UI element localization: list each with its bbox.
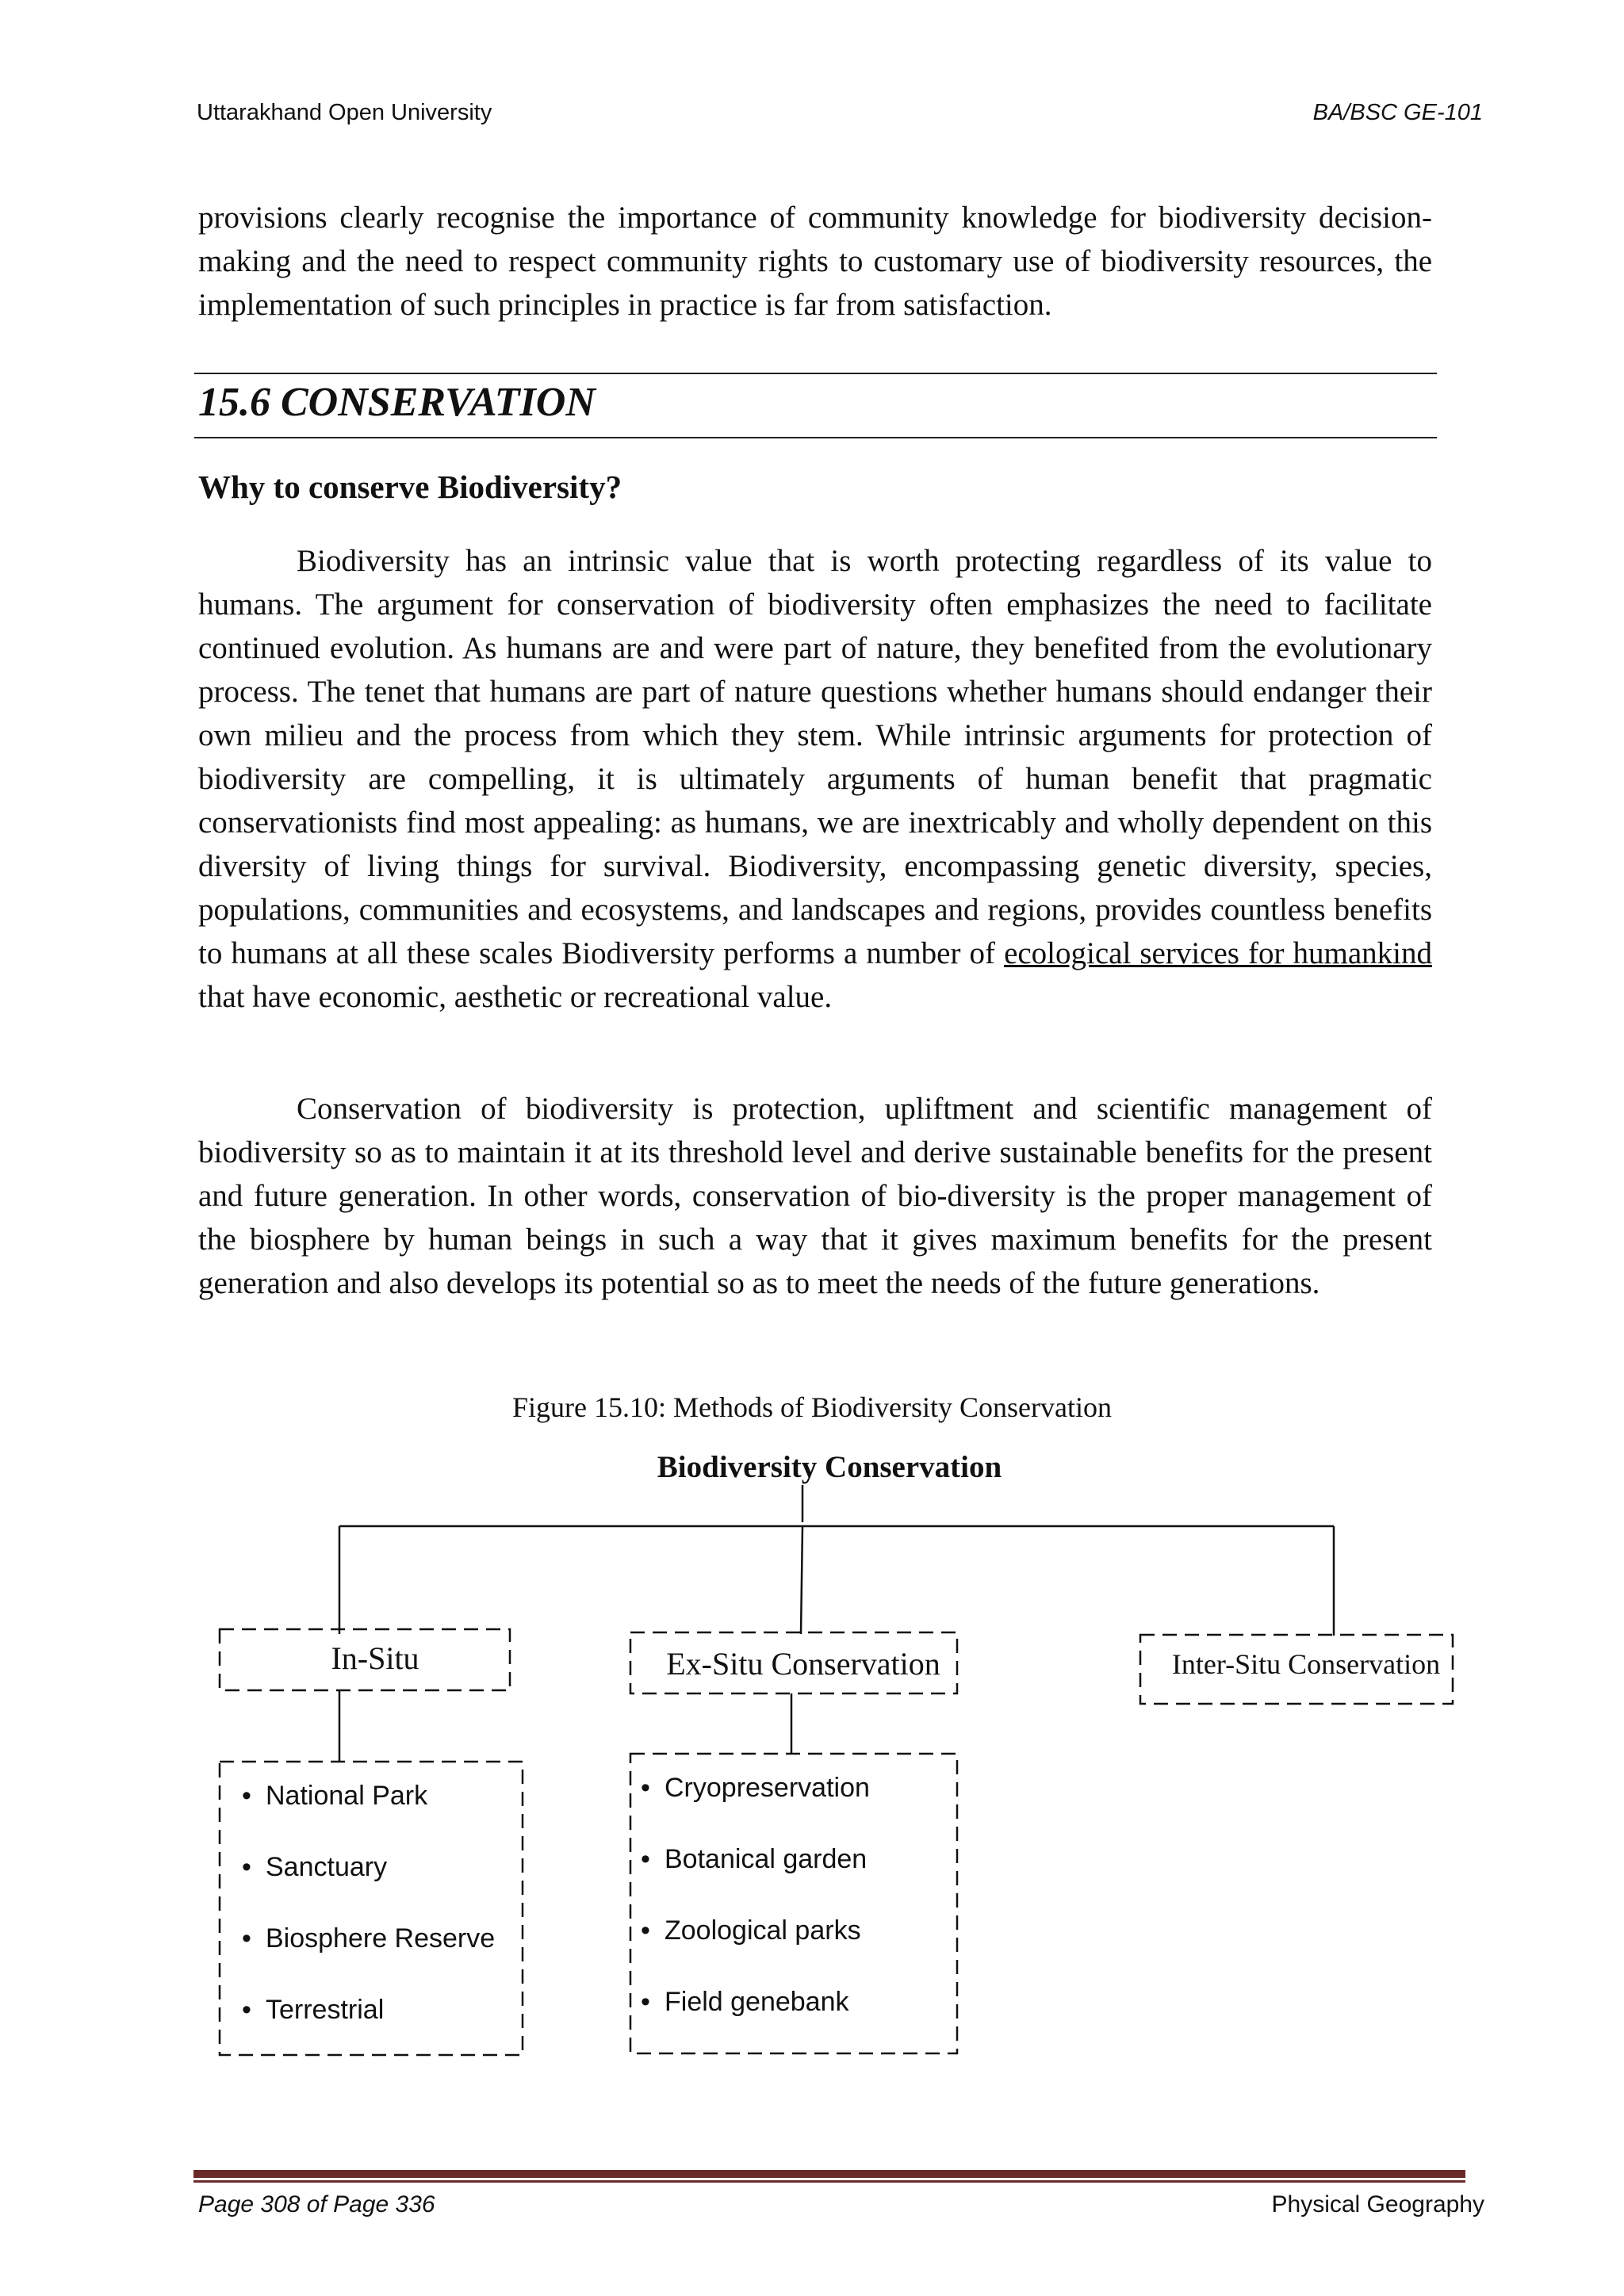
insitu-list-box xyxy=(220,1762,523,2055)
header-course-code: BA/BSC GE-101 xyxy=(1312,100,1483,125)
intersitu-label: Inter-Situ Conservation xyxy=(1171,1648,1441,1680)
exsitu-item-field-genebank: Field genebank xyxy=(665,1987,849,2017)
section-subtitle: Why to conserve Biodiversity? xyxy=(198,469,622,505)
insitu-box xyxy=(220,1629,510,1690)
insitu-bullet-1: • xyxy=(242,1781,251,1811)
diagram-connectors xyxy=(339,1485,1334,1762)
paragraph-why-conserve xyxy=(198,539,1432,1019)
exsitu-bullet-2: • xyxy=(641,1844,650,1874)
exsitu-box xyxy=(630,1632,957,1693)
exsitu-item-cryopreservation: Cryopreservation xyxy=(665,1773,870,1803)
exsitu-bullet-1: • xyxy=(641,1773,650,1803)
paragraph-why-conserve-text-a: Biodiversity has an intrinsic value that is worth protecting regardless of its value to humans. The argument for conservation of biodiversity often emphasizes the need to facilitate continued evolution. As humans are and were part of nature, they benefited from the evolutionary process. The tenet that humans are part of nature questions whether humans should endanger their own milieu and the process from which they stem. While intrinsic arguments for protection of biodiversity are compelling, it is ultimately arguments of human benefit that pragmatic conservationists find most appealing: as humans, we are inextricably and wholly dependent on this diversity of living things for survival. Biodiversity, encompassing genetic diversity, species, populations, communities and ecosystems, and landscapes and regions, provides countless benefits to humans at all these scales Biodiversity performs a number of xyxy=(198,544,1432,970)
insitu-label: In-Situ xyxy=(331,1640,419,1676)
intersitu-box xyxy=(1140,1635,1453,1704)
exsitu-connector xyxy=(801,1526,802,1634)
intro-paragraph: provisions clearly recognise the importance of community knowledge for biodiversity decision-making and the need to respect community rights to customary use of biodiversity resources, the implementation of such principles in practice is far from satisfaction. xyxy=(198,201,1432,322)
footer-page-number: Page 308 of Page 336 xyxy=(198,2191,435,2218)
exsitu-item-botanical-garden: Botanical garden xyxy=(665,1844,868,1874)
insitu-bullet-3: • xyxy=(242,1923,251,1954)
footer-rule-thick xyxy=(193,2170,1465,2178)
section-rule-bottom xyxy=(194,437,1437,438)
ecological-services-link: ecological services for humankind xyxy=(1004,936,1432,970)
footer-subject: Physical Geography xyxy=(1271,2191,1484,2218)
insitu-item-national-park: National Park xyxy=(266,1781,428,1811)
section-rule-top xyxy=(194,373,1437,374)
header-institution: Uttarakhand Open University xyxy=(197,100,492,125)
exsitu-label: Ex-Situ Conservation xyxy=(666,1646,940,1682)
exsitu-bullet-3: • xyxy=(641,1915,650,1946)
exsitu-item-zoological-parks: Zoological parks xyxy=(665,1915,861,1946)
insitu-bullet-2: • xyxy=(242,1852,251,1882)
paragraph-why-conserve-text-b: that have economic, aesthetic or recreational value. xyxy=(198,980,833,1014)
diagram-root-label: Biodiversity Conservation xyxy=(657,1450,1002,1484)
exsitu-list-box xyxy=(630,1754,957,2053)
insitu-item-sanctuary: Sanctuary xyxy=(266,1852,388,1882)
paragraph-conservation-definition: Conservation of biodiversity is protection, upliftment and scientific management of biodiversity so as to maintain it at its threshold level and derive sustainable benefits for the present and future generation. In other words, conservation of bio-diversity is the proper management of the biosphere by human beings in such a way that it gives maximum benefits for the present generation and also develops its potential so as to meet the needs of the future generations. xyxy=(198,1092,1432,1300)
insitu-bullet-4: • xyxy=(242,1995,251,2025)
insitu-item-terrestrial: Terrestrial xyxy=(266,1995,385,2025)
figure-caption: Figure 15.10: Methods of Biodiversity Conservation xyxy=(512,1391,1112,1423)
section-title: 15.6 CONSERVATION xyxy=(198,380,596,425)
exsitu-bullet-4: • xyxy=(641,1987,650,2017)
insitu-item-biosphere-reserve: Biosphere Reserve xyxy=(266,1923,496,1954)
footer-rule-thin xyxy=(193,2180,1465,2183)
